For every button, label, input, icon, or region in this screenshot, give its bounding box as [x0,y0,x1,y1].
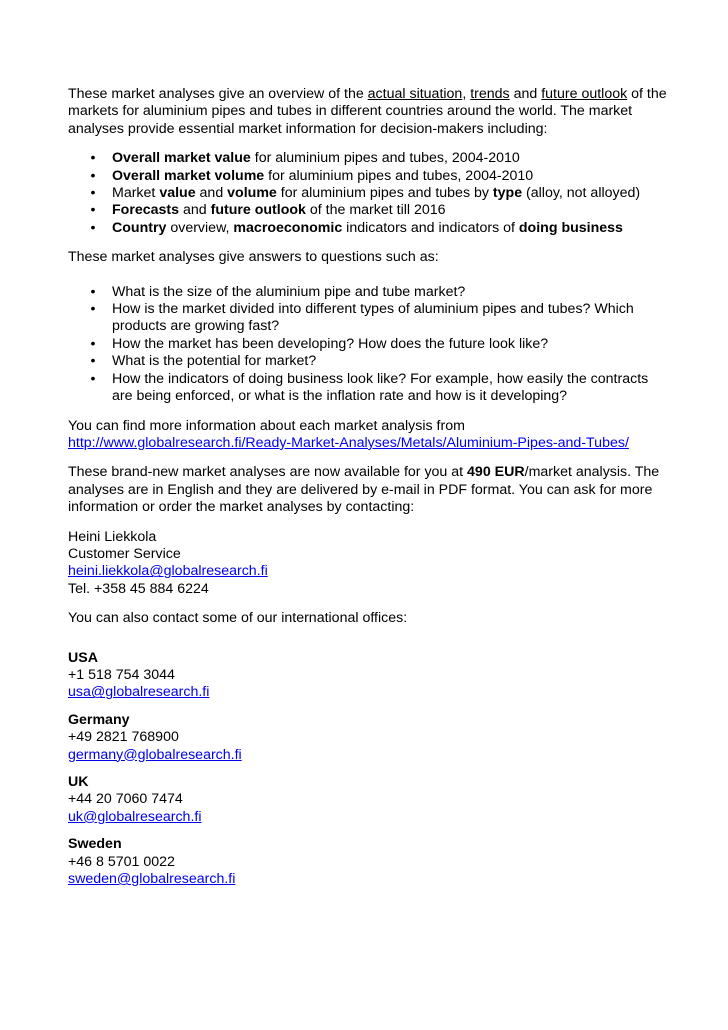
document-body [68,86,668,888]
office-country: USA [68,649,98,666]
bullet-icon: • [90,219,96,236]
office-sweden [68,836,668,888]
list-item: • How the indicators of doing business look like? For example, how easily the contracts are being enforced, or what is the inflation rate and how is it developing? [68,371,668,406]
contact-phone: Tel. +358 45 884 6224 [68,580,209,597]
bullet-icon: • [90,335,96,352]
office-country: Sweden [68,836,122,853]
contact-name: Heini Liekkola [68,528,157,545]
trends-term: trends [470,86,510,102]
bullet-icon: • [90,185,96,202]
bullet-icon: • [90,167,96,184]
pricing-paragraph: These brand-new market analyses are now available for you at 490 EUR/market analysis. The analyses are in English and they are delivered by e-mail in PDF format. You can ask for more information or order the market analyses by contacting: [68,464,660,516]
more-info-paragraph [68,435,668,452]
office-phone: +49 2821 768900 [68,729,179,746]
office-phone: +1 518 754 3044 [68,666,175,683]
list-item: • Overall market volume for aluminium pipes and tubes, 2004-2010 [68,168,668,185]
office-usa [68,650,668,702]
bullet-icon: • [90,202,96,219]
bullet-icon: • [90,301,96,318]
bullet-icon: • [90,283,96,300]
questions-intro: These market analyses give answers to questions such as: [68,249,439,266]
intro-paragraph: These market analyses give an overview of the actual situation, trends and future outlook of the markets for aluminium pipes and tubes in different countries around the world. The market analyses provide essential market information for decision-makers including: [68,86,667,137]
product-page-link[interactable]: http://www.globalresearch.fi/Ready-Market-Analyses/Metals/Aluminium-Pipes-and-Tubes/ [68,434,629,451]
future-outlook-term: future outlook [541,86,628,102]
list-item: • What is the potential for market? [68,353,668,370]
office-country: UK [68,774,89,790]
office-email-link[interactable]: usa@globalresearch.fi [68,684,210,701]
list-item: • How the market has been developing? How does the future look like? [68,336,668,353]
office-phone: +44 20 7060 7474 [68,791,183,808]
office-country: Germany [68,711,130,728]
list-item: • How is the market divided into different types of aluminium pipes and tubes? Which products are growing fast? [68,301,668,336]
office-germany [68,712,668,764]
bullet-icon: • [90,150,96,167]
bullet-icon: • [90,370,96,387]
list-item: • Country overview, macroeconomic indicators and indicators of doing business [68,220,668,237]
offices-intro: You can also contact some of our international offices: [68,610,408,627]
list-item: • Forecasts and future outlook of the market till 2016 [68,202,668,219]
office-email-link[interactable]: sweden@globalresearch.fi [68,871,236,888]
questions-list [68,284,668,406]
contact-block [68,529,668,599]
office-uk [68,774,668,826]
office-email-link[interactable]: germany@globalresearch.fi [68,746,242,763]
contact-role: Customer Service [68,545,181,562]
features-list [68,150,668,237]
list-item: • What is the size of the aluminium pipe and tube market? [68,284,668,301]
office-phone: +46 8 5701 0022 [68,853,175,870]
price: 490 EUR [467,464,525,481]
more-info-text: You can find more information about each market analysis from [68,417,465,434]
list-item: • Overall market value for aluminium pipes and tubes, 2004-2010 [68,150,668,167]
bullet-icon: • [90,353,96,370]
office-email-link[interactable]: uk@globalresearch.fi [68,808,202,825]
actual-situation-term: actual situation [367,86,463,102]
contact-email-link[interactable]: heini.liekkola@globalresearch.fi [68,563,268,580]
list-item: • Market value and volume for aluminium pipes and tubes by type (alloy, not alloyed) [68,185,668,202]
